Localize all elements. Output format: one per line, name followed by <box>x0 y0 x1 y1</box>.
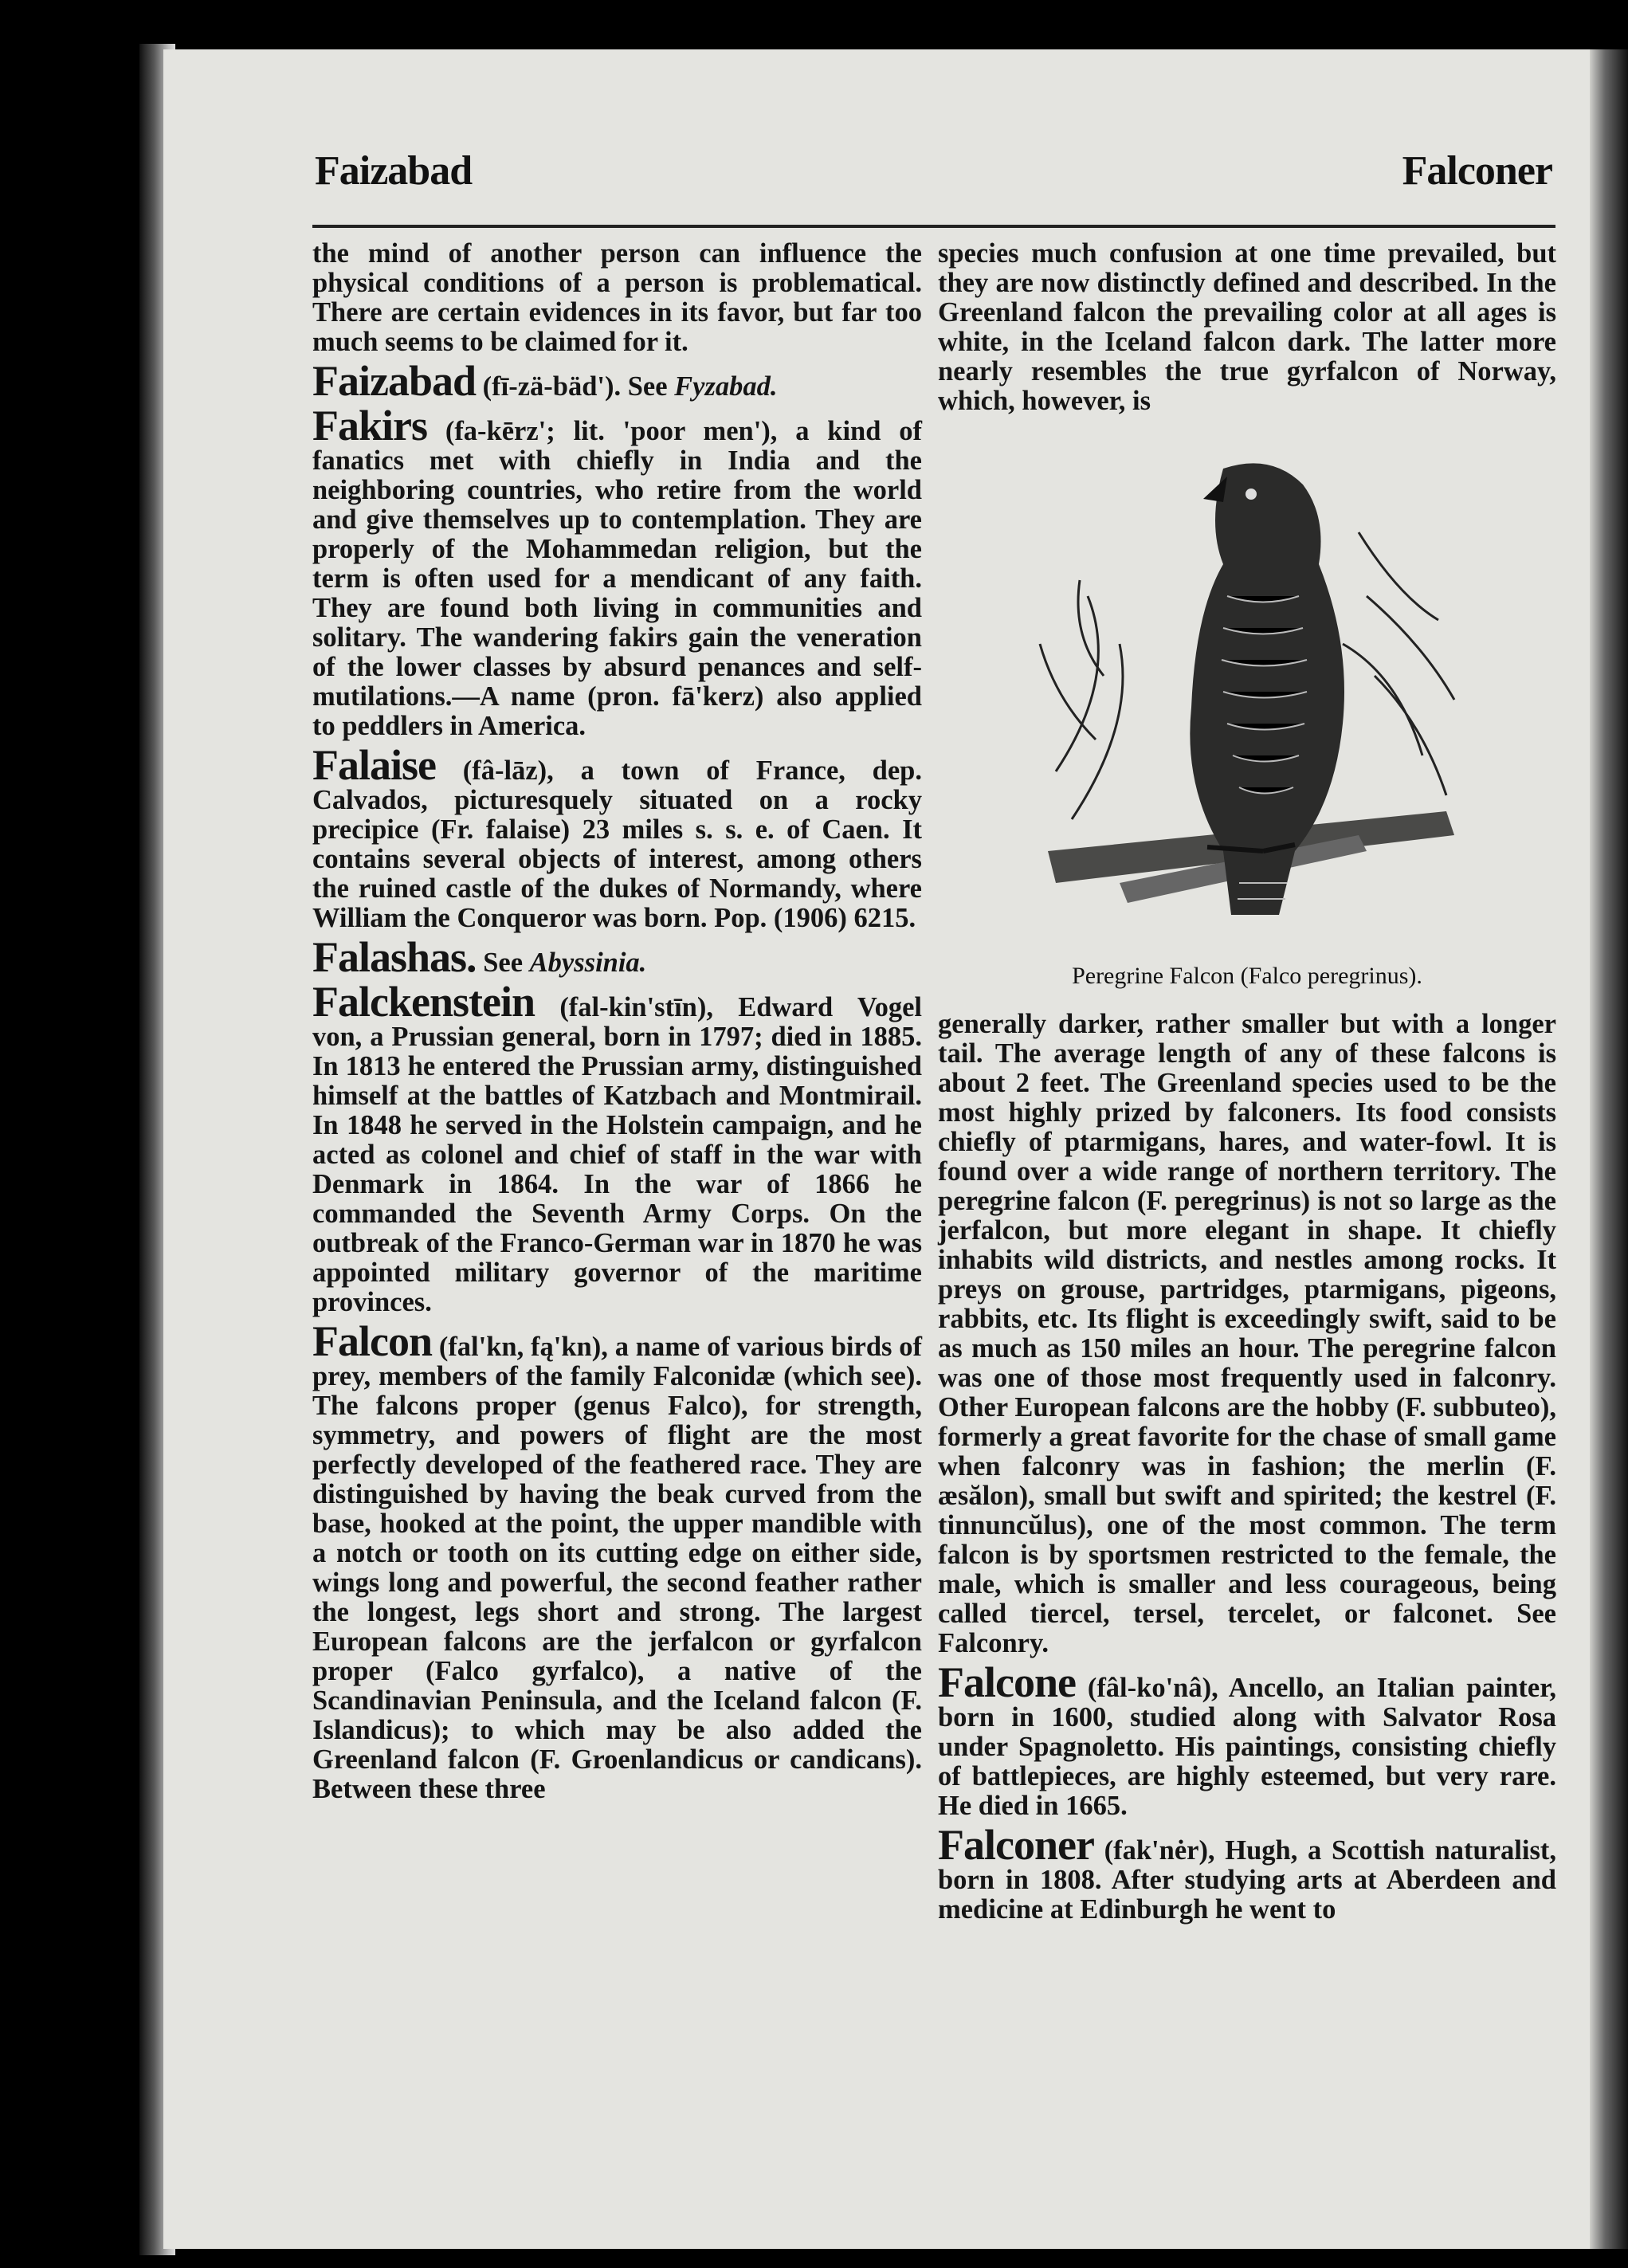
falcon-text: (fal'kn, fą'kn), a name of various birds of prey, members of the family Falconidæ (which see). The falcons proper (genus Falco), for strength, symmetry, and powers of flight are the most perfectly developed of the feathered race. They are distinguished by having the beak curved from the base, hooked at the point, the upper mandible with a notch or tooth on its cutting edge on either side, wings long and powerful, the second feather rather the longest, legs short and strong. The largest European falcons are the jerfalcon or gyrfalcon proper (Falco gyrfalco), a native of the Scandinavian Peninsula, and the Iceland falcon (F. Islandicus); to which may be also added the Greenland falcon (F. Groenlandicus or candicans). Between these three <box>312 1332 922 1804</box>
entry-falashas <box>312 933 922 981</box>
entry-falaise <box>312 741 922 933</box>
headword-falashas: Falashas. <box>312 933 477 981</box>
headword-falaise: Falaise <box>312 741 436 789</box>
falcone-text: (fâl-ko'nâ), Ancello, an Italian painter, born in 1600, studied along with Salvator Rosa under Spagnoletto. His paintings, consisting chiefly of battlepieces, are highly esteemed, but very rare. He died in 1665. <box>938 1673 1556 1821</box>
falaise-text: (fâ-lāz), a town of France, dep. Calvados, picturesquely situated on a rocky precipice (Fr. falaise) 23 miles s. s. e. of Caen. It contains several objects of interest, among others the ruined castle of the dukes of Normandy, where William the Conqueror was born. Pop. (1906) 6215. <box>312 755 922 933</box>
intro-text: the mind of another person can influence the physical conditions of a person is problematical. There are certain evidences in its favor, but far too much seems to be claimed for it. <box>312 238 922 357</box>
headword-fakirs: Fakirs <box>312 402 428 449</box>
figure-caption: Peregrine Falcon (Falco peregrinus). <box>1072 963 1422 989</box>
faizabad-pron: (fī-zä-bäd'). <box>476 371 628 402</box>
entry-falcon <box>312 1317 922 1804</box>
peregrine-falcon-engraving <box>1024 437 1470 947</box>
fakirs-text: (fa-kērz'; lit. 'poor men'), a kind of fanatics met with chiefly in India and the neighboring countries, who retire from the world and give themselves up to contemplation. They are properly of the Mohammedan religion, but the term is often used for a mendicant of any faith. They are found both living in communities and solitary. The wandering fakirs gain the veneration of the lower classes by absurd penances and self-mutilations.—A name (pron. fā'kerz) also applied to peddlers in America. <box>312 416 922 741</box>
page-edge <box>1590 49 1628 2249</box>
falashas-ref: Abyssinia. <box>529 948 647 978</box>
falashas-text: See <box>476 948 530 978</box>
entry-faizabad <box>312 357 922 405</box>
entry-falcone <box>938 1658 1556 1821</box>
headword-falckenstein: Falckenstein <box>312 978 535 1026</box>
headword-falcone: Falcone <box>938 1658 1076 1706</box>
right-column <box>938 239 1556 1928</box>
entry-falckenstein <box>312 978 922 1317</box>
header-right: Falconer <box>1402 148 1552 194</box>
falconer-text: (fak'nėr), Hugh, a Scottish naturalist, born in 1808. After studying arts at Aberdeen and medicine at Edinburgh he went to <box>938 1835 1556 1925</box>
faizabad-text: See <box>627 371 675 402</box>
falckenstein-text: (fal-kin'stīn), Edward Vogel von, a Prussian general, born in 1797; died in 1885. In 1813 he entered the Prussian army, distinguished himself at the battles of Katzbach and Montmirail. In 1848 he served in the Holstein campaign, and he acted as colonel and chief of staff in the war with Denmark in 1864. In the war of 1866 he commanded the Seventh Army Corps. On the outbreak of the Franco-German war in 1870 he was appointed military governor of the maritime provinces. <box>312 992 922 1317</box>
falcon-illustration <box>938 437 1556 991</box>
faizabad-ref: Fyzabad. <box>674 371 778 402</box>
left-column <box>312 239 922 1807</box>
header-left: Faizabad <box>315 148 473 194</box>
headword-faizabad: Faizabad <box>312 357 477 405</box>
entry-fakirs <box>312 402 922 741</box>
falcon-continued-1: species much confusion at one time prevailed, but they are now distinctly defined and described. In the Greenland falcon the prevailing color at all ages is white, in the Iceland falcon dark. The latter more nearly resembles the true gyrfalcon of Norway, which, however, is <box>938 238 1556 416</box>
entry-falconer <box>938 1821 1556 1925</box>
header-rule <box>312 225 1555 228</box>
headword-falcon: Falcon <box>312 1317 432 1365</box>
headword-falconer: Falconer <box>938 1821 1094 1869</box>
falcon-continued-2: generally darker, rather smaller but with a longer tail. The average length of any of these falcons is about 2 feet. The Greenland species used to be the most highly prized by falconers. Its food consists chiefly of ptarmigans, hares, and water-fowl. It is found over a wide range of northern territory. The peregrine falcon (F. peregrinus) is not so large as the jerfalcon, but more elegant in shape. It chiefly inhabits wild districts, and nestles among rocks. It preys on grouse, partridges, ptarmigans, pigeons, rabbits, etc. Its flight is exceedingly swift, said to be as much as 150 miles an hour. The peregrine falcon was one of those most frequently used in falconry. Other European falcons are the hobby (F. subbuteo), formerly a great favorite for the chase of small game when falconry was in fashion; the merlin (F. æsălon), small but swift and spirited; the kestrel (F. tinnuncŭlus), one of the most common. The term falcon is by sportsmen restricted to the female, the male, which is smaller and less courageous, being called tiercel, tersel, tercelet, or falconet. See Falconry. <box>938 1009 1556 1658</box>
